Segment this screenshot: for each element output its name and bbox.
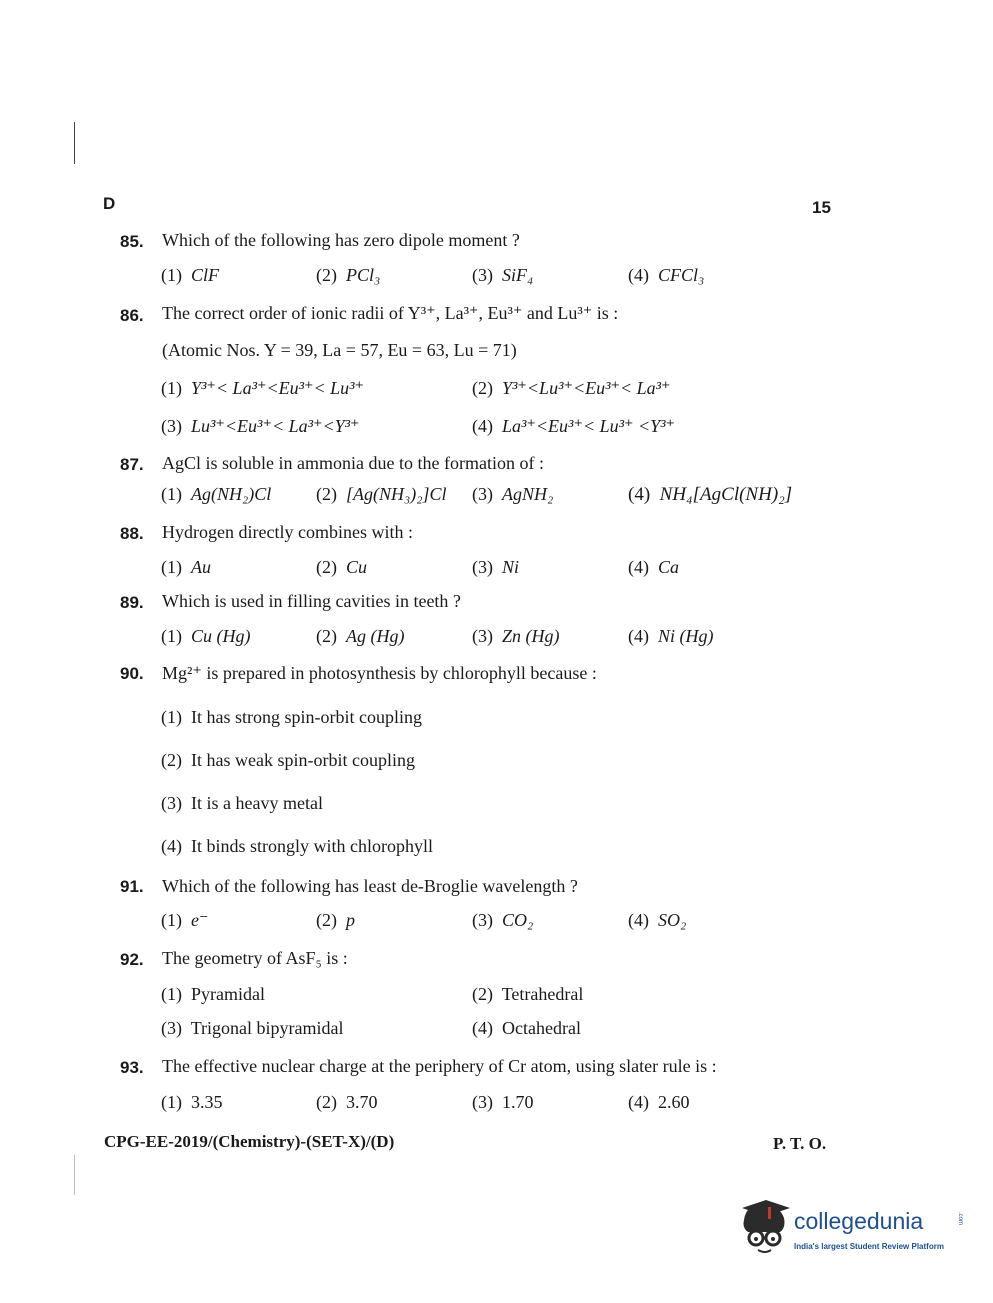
option-2: (2) It has weak spin-orbit coupling: [161, 750, 415, 770]
logo-tagline: India's largest Student Review Platform: [794, 1242, 944, 1251]
option-3: (3) Ni: [472, 557, 520, 577]
option-2: (2) p: [316, 910, 355, 930]
scan-margin-line-bottom: [74, 1155, 75, 1195]
option-4: (4) It binds strongly with chlorophyll: [161, 836, 433, 856]
logo-domain-suffix: .com: [957, 1212, 963, 1226]
option-4: (4) Ca: [628, 557, 680, 577]
option-4: (4) SO₂: [628, 910, 687, 930]
option-2: (2) Ag (Hg): [316, 626, 405, 646]
option-4: (4) La³⁺<Eu³⁺< Lu³⁺ <Y³⁺: [472, 416, 676, 436]
question-number: 85.: [120, 232, 144, 251]
question-number: 87.: [120, 455, 144, 474]
option-1: (1) Pyramidal: [161, 984, 265, 1004]
option-2: (2) Cu: [316, 557, 368, 577]
question-text: Hydrogen directly combines with :: [162, 522, 413, 542]
option-3: (3) SiF₄: [472, 265, 534, 285]
option-3: (3) 1.70: [472, 1092, 534, 1112]
option-3: (3) Zn (Hg): [472, 626, 560, 646]
question-note: (Atomic Nos. Y = 39, La = 57, Eu = 63, Lu = 71): [162, 340, 517, 360]
question-text: The correct order of ionic radii of Y³⁺, La³⁺, Eu³⁺ and Lu³⁺ is :: [162, 303, 619, 323]
question-text: Mg²⁺ is prepared in photosynthesis by chlorophyll because :: [162, 663, 597, 683]
option-3: (3) Trigonal bipyramidal: [161, 1018, 344, 1038]
question-number: 93.: [120, 1058, 144, 1077]
scan-margin-line-top: [74, 122, 75, 164]
option-1: (1) 3.35: [161, 1092, 223, 1112]
option-1: (1) Ag(NH₂)Cl: [161, 484, 272, 504]
option-3: (3) AgNH₂: [472, 484, 554, 504]
question-text: The effective nuclear charge at the periphery of Cr atom, using slater rule is :: [162, 1056, 717, 1076]
option-2: (2) PCl₃: [316, 265, 381, 285]
option-1: (1) Y³⁺< La³⁺<Eu³⁺< Lu³⁺: [161, 378, 365, 398]
option-4: (4) CFCl₃: [628, 265, 705, 285]
option-2: (2) Y³⁺<Lu³⁺<Eu³⁺< La³⁺: [472, 378, 671, 398]
option-1: (1) It has strong spin-orbit coupling: [161, 707, 422, 727]
option-2: (2) [Ag(NH₃)₂]Cl: [316, 484, 447, 504]
option-4: (4) NH₄[AgCl(NH)₂]: [628, 484, 793, 505]
option-1: (1) Au: [161, 557, 211, 577]
question-number: 89.: [120, 593, 144, 612]
option-4: (4) Octahedral: [472, 1018, 581, 1038]
collegedunia-logo: [736, 1196, 966, 1262]
question-number: 88.: [120, 524, 144, 543]
option-3: (3) CO₂: [472, 910, 534, 930]
paper-code: CPG-EE-2019/(Chemistry)-(SET-X)/(D): [104, 1132, 395, 1151]
option-3: (3) Lu³⁺<Eu³⁺< La³⁺<Y³⁺: [161, 416, 360, 436]
option-1: (1) e⁻: [161, 910, 209, 930]
option-4: (4) 2.60: [628, 1092, 690, 1112]
question-number: 86.: [120, 306, 144, 325]
page-number: 15: [812, 198, 831, 217]
option-2: (2) 3.70: [316, 1092, 378, 1112]
set-code: D: [103, 194, 116, 213]
option-1: (1) Cu (Hg): [161, 626, 251, 646]
option-2: (2) Tetrahedral: [472, 984, 584, 1004]
question-text: Which is used in filling cavities in teeth ?: [162, 591, 461, 611]
option-4: (4) Ni (Hg): [628, 626, 714, 646]
question-text: Which of the following has least de-Broglie wavelength ?: [162, 876, 578, 896]
option-3: (3) It is a heavy metal: [161, 793, 323, 813]
pto-label: P. T. O.: [773, 1134, 827, 1153]
question-number: 92.: [120, 950, 144, 969]
option-1: (1) ClF: [161, 265, 220, 285]
question-text: AgCl is soluble in ammonia due to the formation of :: [162, 453, 544, 473]
mascot-icon: [736, 1198, 792, 1256]
question-text: Which of the following has zero dipole moment ?: [162, 230, 520, 250]
question-text: The geometry of AsF₅ is :: [162, 948, 348, 968]
logo-wordmark: collegedunia: [794, 1208, 924, 1234]
question-number: 90.: [120, 664, 144, 683]
question-number: 91.: [120, 877, 144, 896]
